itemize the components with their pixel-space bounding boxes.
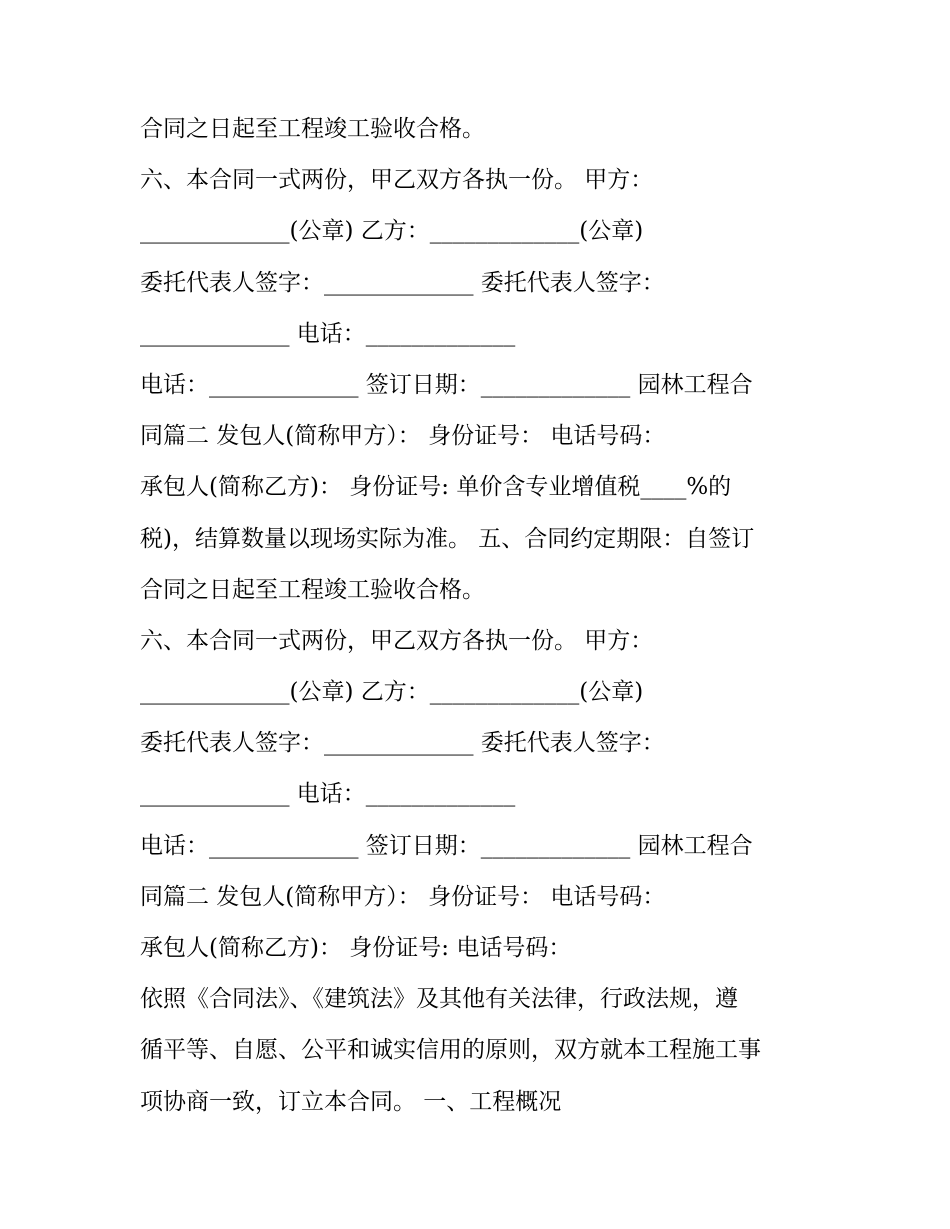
text-line-18: 依照《合同法》、《建筑法》及其他有关法律，行政法规，遵 bbox=[140, 986, 738, 1013]
text-line-4: 委托代表人签字：_____________ 委托代表人签字： bbox=[140, 269, 665, 296]
text-line-14: _____________ 电话：_____________ bbox=[140, 781, 516, 808]
contract-text-block bbox=[140, 104, 830, 1128]
text-line-13: 委托代表人签字：_____________ 委托代表人签字： bbox=[140, 730, 665, 757]
text-line-10: 合同之日起至工程竣工验收合格。 bbox=[140, 576, 485, 603]
text-line-11: 六、本合同一式两份，甲乙双方各执一份。 甲方： bbox=[140, 627, 654, 654]
text-line-7: 同篇二 发包人(简称甲方）： 身份证号： 电话号码： bbox=[140, 423, 666, 450]
text-line-3: _____________(公章) 乙方：_____________(公章) bbox=[140, 218, 644, 245]
text-line-6: 电话：_____________ 签订日期：_____________ 园林工程合 bbox=[140, 371, 753, 398]
text-line-5: _____________ 电话：_____________ bbox=[140, 320, 516, 347]
text-line-20: 项协商一致，订立本合同。 一、工程概况 bbox=[140, 1088, 562, 1115]
text-line-19: 循平等、自愿、公平和诚实信用的原则，双方就本工程施工事 bbox=[140, 1037, 761, 1064]
text-line-1: 合同之日起至工程竣工验收合格。 bbox=[140, 116, 485, 142]
text-line-12: _____________(公章) 乙方：_____________(公章) bbox=[140, 679, 644, 706]
text-line-15: 电话：_____________ 签订日期：_____________ 园林工程合 bbox=[140, 832, 753, 859]
text-line-8: 承包人(简称乙方)： 身份证号: 单价含专业增值税____%的 bbox=[140, 474, 732, 501]
text-line-17: 承包人(简称乙方)： 身份证号: 电话号码： bbox=[140, 935, 572, 961]
text-line-16: 同篇二 发包人(简称甲方）： 身份证号： 电话号码： bbox=[140, 883, 666, 910]
text-line-2: 六、本合同一式两份，甲乙双方各执一份。 甲方： bbox=[140, 167, 654, 194]
text-line-9: 税)，结算数量以现场实际为准。 五、合同约定期限：自签订 bbox=[140, 525, 755, 552]
